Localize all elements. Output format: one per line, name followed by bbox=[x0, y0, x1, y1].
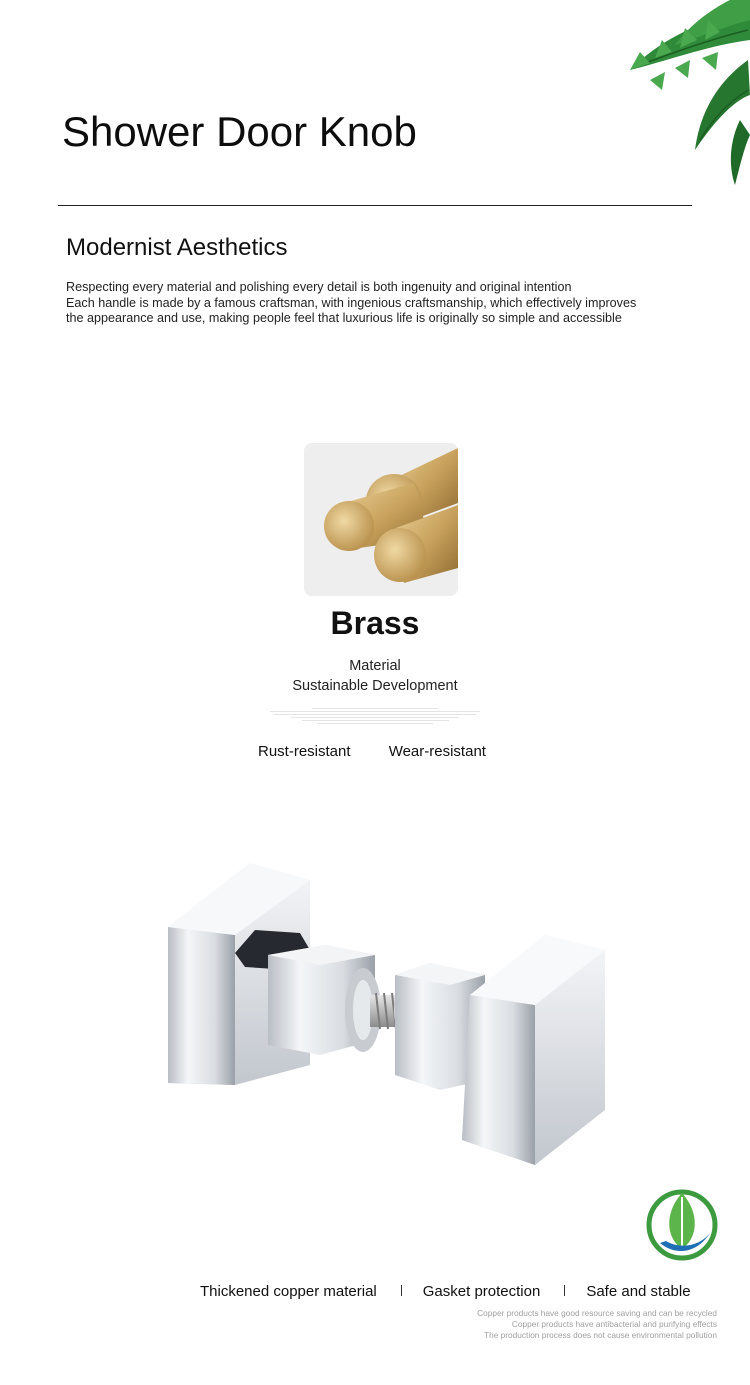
palm-leaves-icon bbox=[490, 0, 750, 190]
eco-leaf-icon bbox=[644, 1183, 720, 1263]
material-tagline: Sustainable Development bbox=[292, 678, 458, 694]
highlight-safe-stable: Safe and stable bbox=[586, 1283, 691, 1300]
shower-knob-image bbox=[150, 855, 620, 1185]
faint-text-lines bbox=[270, 706, 480, 726]
intro-text bbox=[66, 280, 706, 327]
brass-rods-tile bbox=[304, 443, 458, 596]
highlight-gasket-protection: Gasket protection bbox=[422, 1283, 541, 1300]
highlight-divider bbox=[564, 1285, 565, 1296]
feature-wear-resistant: Wear-resistant bbox=[388, 743, 486, 760]
material-label: Material bbox=[349, 658, 401, 674]
note-line: Copper products have antibacterial and purifying effects bbox=[511, 1319, 717, 1329]
section-heading: Modernist Aesthetics bbox=[66, 234, 288, 261]
feature-rust-resistant: Rust-resistant bbox=[258, 743, 351, 760]
highlight-list bbox=[200, 1283, 691, 1300]
highlight-divider bbox=[401, 1285, 402, 1296]
highlight-thickened-copper: Thickened copper material bbox=[200, 1283, 377, 1300]
material-features bbox=[258, 743, 486, 760]
title-divider bbox=[58, 205, 692, 206]
material-name: Brass bbox=[330, 605, 420, 641]
page-title: Shower Door Knob bbox=[62, 108, 417, 155]
note-line: The production process does not cause environmental pollution bbox=[484, 1330, 717, 1340]
intro-line: Respecting every material and polishing every detail is both ingenuity and original intention bbox=[66, 280, 572, 294]
note-line: Copper products have good resource saving and can be recycled bbox=[477, 1308, 717, 1318]
intro-line: Each handle is made by a famous craftsman, with ingenious craftsmanship, which effectively improves bbox=[66, 295, 637, 310]
brass-rods-icon bbox=[304, 443, 458, 596]
intro-line: the appearance and use, making people feel that luxurious life is originally so simple and accessible bbox=[66, 311, 622, 325]
highlight-notes bbox=[477, 1308, 717, 1341]
material-description bbox=[0, 656, 750, 696]
